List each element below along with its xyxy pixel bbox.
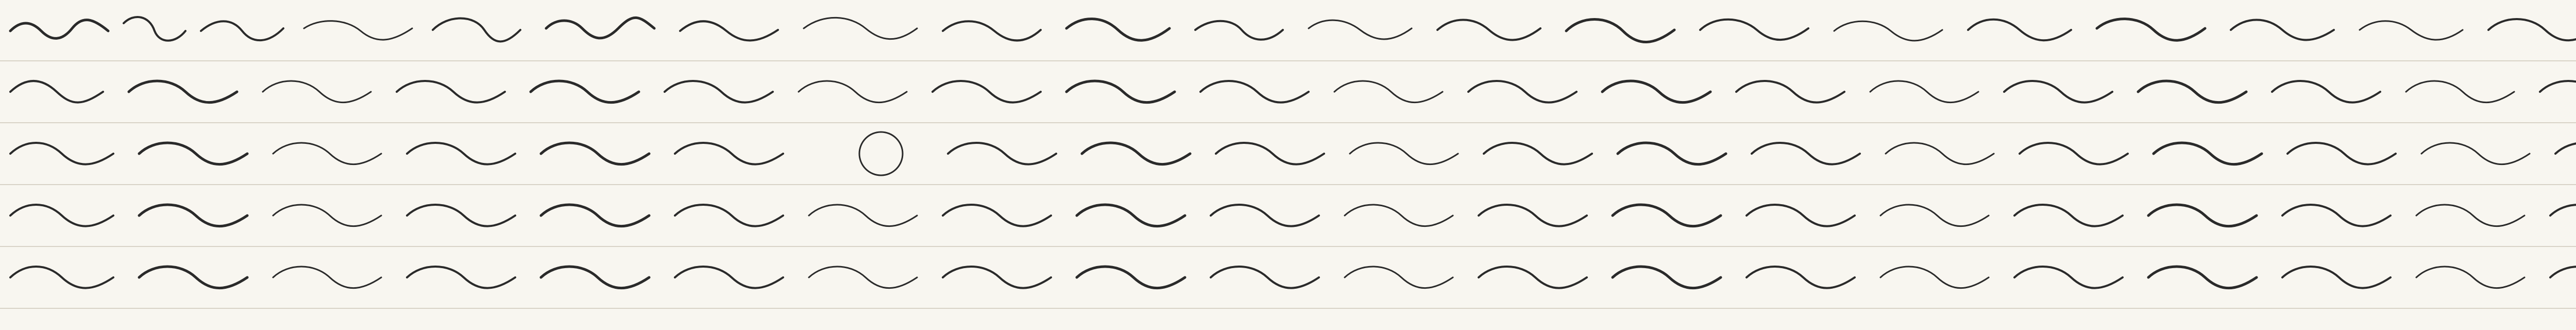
manuscript-line-3 bbox=[10, 132, 2576, 175]
manuscript-line-2 bbox=[10, 67, 2576, 103]
manuscript-line-1 bbox=[10, 15, 2576, 44]
manuscript-line-5 bbox=[10, 267, 2576, 288]
manuscript-line-4 bbox=[10, 205, 2576, 226]
